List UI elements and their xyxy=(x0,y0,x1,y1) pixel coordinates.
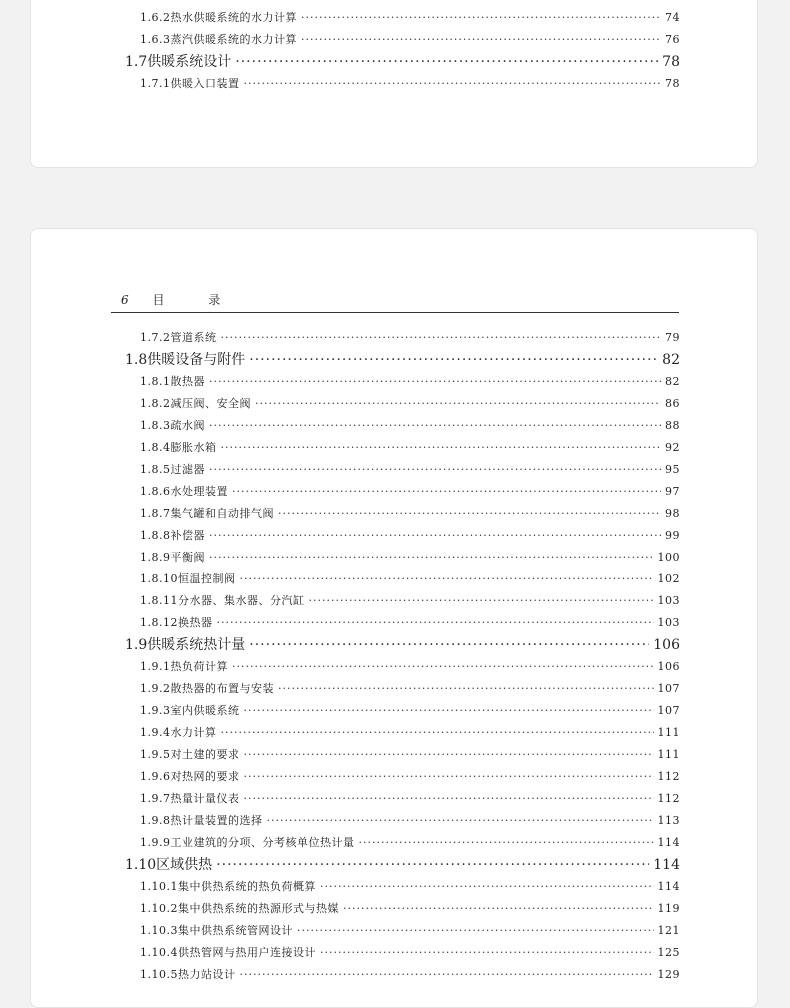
entry-page: 82 xyxy=(665,374,680,388)
toc-entry[interactable] xyxy=(140,966,680,982)
leader-dots xyxy=(301,33,661,46)
entry-number: 1.8.10 xyxy=(140,572,178,586)
entry-number: 1.8.5 xyxy=(140,462,171,476)
header-title: 目 录 xyxy=(152,293,241,307)
leader-dots xyxy=(209,529,661,542)
entry-number: 1.9.2 xyxy=(140,682,171,696)
leader-dots xyxy=(320,880,654,893)
leader-dots xyxy=(297,924,654,937)
section-title: 供暖系统设计 xyxy=(147,54,232,70)
toc-entry[interactable] xyxy=(140,922,680,938)
toc-entry[interactable] xyxy=(140,329,680,345)
entry-page: 119 xyxy=(657,901,680,915)
entry-title: 供热管网与热用户连接设计 xyxy=(178,945,316,959)
leader-dots xyxy=(278,682,654,695)
entry-page: 79 xyxy=(665,331,680,344)
toc-entry[interactable] xyxy=(140,614,680,630)
leader-dots xyxy=(240,968,654,981)
entry-title: 平衡阀 xyxy=(170,550,205,564)
entry-title: 水处理装置 xyxy=(170,484,228,498)
entry-number: 1.6.2 xyxy=(140,11,171,24)
entry-page: 125 xyxy=(657,945,680,959)
entry-title: 恒温控制阀 xyxy=(178,572,236,586)
toc-entry[interactable] xyxy=(140,505,680,521)
entry-title: 集中供热系统的热负荷概算 xyxy=(178,879,316,893)
entry-title: 集气罐和自动排气阀 xyxy=(170,506,274,520)
entry-page: 121 xyxy=(657,923,680,937)
entry-title: 热负荷计算 xyxy=(170,660,228,674)
entry-title: 疏水阀 xyxy=(170,418,205,432)
leader-dots xyxy=(244,770,654,783)
toc-entry[interactable] xyxy=(140,417,680,433)
toc-entry[interactable] xyxy=(140,527,680,543)
leader-dots xyxy=(209,419,661,432)
entry-number: 1.8.7 xyxy=(140,506,171,520)
leader-dots xyxy=(255,397,661,410)
entry-title: 供暖入口装置 xyxy=(170,77,240,90)
section-page: 106 xyxy=(653,637,680,654)
entry-number: 1.8.9 xyxy=(140,550,171,564)
section-title: 供暖系统热计量 xyxy=(147,637,246,654)
leader-dots xyxy=(301,11,661,24)
toc-entry[interactable] xyxy=(140,900,680,916)
section-title: 区域供热 xyxy=(156,856,213,873)
entry-page: 129 xyxy=(657,967,680,981)
leader-dots xyxy=(249,637,649,653)
entry-title: 热计量装置的选择 xyxy=(170,813,263,827)
entry-number: 1.7.1 xyxy=(140,77,171,90)
toc-entry[interactable] xyxy=(140,790,680,806)
entry-page: 102 xyxy=(657,572,680,586)
toc-entry[interactable] xyxy=(140,75,680,91)
leader-dots xyxy=(216,857,649,873)
entry-title: 集中供热系统管网设计 xyxy=(178,923,293,937)
entry-title: 补偿器 xyxy=(170,528,205,542)
section-title: 供暖设备与附件 xyxy=(147,351,246,368)
entry-title: 膨胀水箱 xyxy=(170,440,217,454)
section-number: 1.8 xyxy=(125,351,148,368)
entry-number: 1.9.4 xyxy=(140,726,171,740)
leader-dots xyxy=(267,814,654,827)
entry-number: 1.8.8 xyxy=(140,528,171,542)
leader-dots xyxy=(359,836,654,849)
entry-page: 111 xyxy=(657,726,680,740)
entry-number: 1.8.4 xyxy=(140,440,171,454)
toc-entry[interactable] xyxy=(140,724,680,740)
entry-page: 74 xyxy=(665,11,680,24)
entry-number: 1.10.4 xyxy=(140,945,178,959)
entry-number: 1.8.12 xyxy=(140,616,178,630)
entry-number: 1.8.3 xyxy=(140,418,171,432)
entry-title: 对热网的要求 xyxy=(170,770,240,783)
entry-number: 1.8.11 xyxy=(140,594,178,608)
toc-entry[interactable] xyxy=(140,944,680,960)
leader-dots xyxy=(249,352,658,368)
leader-dots xyxy=(244,748,654,761)
entry-page: 98 xyxy=(665,506,680,520)
entry-page: 78 xyxy=(665,77,680,90)
entry-page: 99 xyxy=(665,528,680,542)
entry-page: 95 xyxy=(665,462,680,476)
toc-entry[interactable] xyxy=(140,680,680,696)
header-page-number: 6 xyxy=(121,293,129,307)
entry-page: 103 xyxy=(657,594,680,608)
leader-dots xyxy=(209,375,661,388)
section-page: 114 xyxy=(653,856,680,873)
entry-page: 88 xyxy=(665,418,680,432)
toc-entry[interactable] xyxy=(140,592,680,608)
leader-dots xyxy=(235,54,658,70)
entry-page: 76 xyxy=(665,33,680,46)
leader-dots xyxy=(232,660,654,673)
entry-page: 107 xyxy=(657,704,680,718)
leader-dots xyxy=(217,616,654,629)
leader-dots xyxy=(244,77,662,90)
entry-page: 114 xyxy=(657,835,680,849)
section-page: 78 xyxy=(662,54,680,70)
entry-page: 112 xyxy=(657,770,680,783)
leader-dots xyxy=(209,551,654,564)
page-bottom xyxy=(30,228,758,1008)
entry-number: 1.9.9 xyxy=(140,835,171,849)
entry-number: 1.9.7 xyxy=(140,791,171,805)
leader-dots xyxy=(343,902,654,915)
entry-title: 工业建筑的分项、分考核单位热计量 xyxy=(170,835,355,849)
entry-page: 112 xyxy=(657,791,680,805)
entry-title: 换热器 xyxy=(178,616,213,630)
entry-number: 1.8.1 xyxy=(140,374,171,388)
section-page: 82 xyxy=(662,351,680,368)
leader-dots xyxy=(309,594,654,607)
leader-dots xyxy=(209,463,661,476)
entry-page: 97 xyxy=(665,484,680,498)
toc-entry[interactable] xyxy=(140,658,680,674)
toc-entry[interactable] xyxy=(140,9,680,25)
header-rule xyxy=(111,312,679,313)
toc-entry[interactable] xyxy=(140,395,680,411)
toc-entry[interactable] xyxy=(140,483,680,499)
entry-title: 对土建的要求 xyxy=(170,748,240,762)
entry-page: 111 xyxy=(657,748,680,762)
entry-title: 散热器 xyxy=(170,374,205,388)
leader-dots xyxy=(232,485,661,498)
entry-title: 分水器、集水器、分汽缸 xyxy=(178,594,305,608)
entry-title: 室内供暖系统 xyxy=(170,704,240,718)
leader-dots xyxy=(221,726,654,739)
section-number: 1.9 xyxy=(125,637,148,654)
toc-entry[interactable] xyxy=(140,549,680,565)
entry-page: 114 xyxy=(657,879,680,893)
entry-page: 86 xyxy=(665,396,680,410)
entry-number: 1.9.6 xyxy=(140,770,171,783)
leader-dots xyxy=(240,572,654,585)
entry-page: 106 xyxy=(657,660,680,674)
section-number: 1.10 xyxy=(125,856,157,873)
page-header xyxy=(121,291,240,308)
entry-page: 107 xyxy=(657,682,680,696)
toc-entry[interactable] xyxy=(140,31,680,47)
toc-entry[interactable] xyxy=(140,878,680,894)
toc-entry[interactable] xyxy=(140,570,680,586)
toc-entry[interactable] xyxy=(140,373,680,389)
toc-entry[interactable] xyxy=(140,702,680,718)
entry-number: 1.9.8 xyxy=(140,813,171,827)
leader-dots xyxy=(244,704,654,717)
entry-title: 热量计量仪表 xyxy=(170,791,240,805)
entry-number: 1.10.3 xyxy=(140,923,178,937)
leader-dots xyxy=(278,507,661,520)
entry-title: 热力站设计 xyxy=(178,967,236,981)
entry-number: 1.10.5 xyxy=(140,967,178,981)
toc-entry[interactable] xyxy=(140,439,680,455)
entry-title: 散热器的布置与安装 xyxy=(170,682,274,696)
entry-number: 1.9.1 xyxy=(140,660,171,674)
leader-dots xyxy=(221,331,662,344)
entry-title: 热水供暖系统的水力计算 xyxy=(170,11,297,24)
page-top xyxy=(30,0,758,168)
leader-dots xyxy=(320,946,654,959)
toc-section[interactable] xyxy=(125,634,680,654)
entry-number: 1.8.2 xyxy=(140,396,171,410)
entry-number: 1.9.5 xyxy=(140,748,171,762)
entry-number: 1.8.6 xyxy=(140,484,171,498)
entry-page: 103 xyxy=(657,616,680,630)
entry-page: 100 xyxy=(657,550,680,564)
toc-entry[interactable] xyxy=(140,812,680,828)
entry-number: 1.9.3 xyxy=(140,704,171,718)
toc-section[interactable] xyxy=(125,854,680,874)
entry-title: 管道系统 xyxy=(170,331,217,344)
entry-number: 1.10.1 xyxy=(140,879,178,893)
leader-dots xyxy=(221,441,662,454)
toc-entry[interactable] xyxy=(140,746,680,762)
entry-number: 1.6.3 xyxy=(140,33,171,46)
entry-title: 蒸汽供暖系统的水力计算 xyxy=(170,33,297,46)
toc-entry[interactable] xyxy=(140,461,680,477)
entry-title: 水力计算 xyxy=(170,726,217,740)
entry-page: 113 xyxy=(657,813,680,827)
leader-dots xyxy=(244,792,654,805)
entry-page: 92 xyxy=(665,440,680,454)
entry-title: 集中供热系统的热源形式与热媒 xyxy=(178,901,339,915)
entry-title: 过滤器 xyxy=(170,462,205,476)
section-number: 1.7 xyxy=(125,54,148,70)
toc-section[interactable] xyxy=(125,51,680,71)
toc-entry[interactable] xyxy=(140,834,680,850)
entry-number: 1.10.2 xyxy=(140,901,178,915)
toc-entry[interactable] xyxy=(140,768,680,784)
entry-title: 减压阀、安全阀 xyxy=(170,396,251,410)
toc-section[interactable] xyxy=(125,349,680,369)
entry-number: 1.7.2 xyxy=(140,331,171,344)
